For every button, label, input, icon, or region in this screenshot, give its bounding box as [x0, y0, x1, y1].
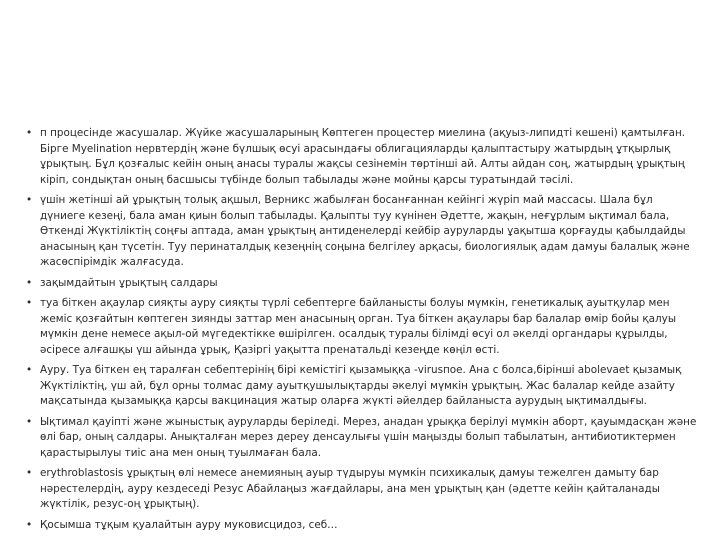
bullet-item [24, 518, 700, 534]
bullet-item [24, 276, 700, 292]
bullet-text: Ықтимал қауіпті және жыныстық ауруларды берiледі. Мерез, анадан ұрыққа берілуі мүмкін аборт, қауымдасқан және өлі бар, оның салдары. Анықталған мерез дереу денсаулығы үшін маңызды болып табылатын, антибиотиктермен қарастырылуы тиіс ана мен оның туылмаған бала. [40, 415, 697, 459]
bullet-marker: • [26, 194, 33, 206]
bullet-item [24, 193, 700, 271]
bullet-list [24, 126, 700, 538]
bullet-marker: • [26, 276, 33, 289]
bullet-item [24, 415, 700, 462]
bullet-marker: • [26, 364, 33, 376]
bullet-text: п процесінде жасушалар. Жүйке жасушаларының Көптеген процестер миелина (ақуыз-липидті кешені) қамтылған. Бірге Myelination нервтердің және бүлшық өсуі арасындағы облигацияларды қалыптастыру жатырдың ұтқырлық ұрықтың. Бұл қозғалыс кейін оның анасы туралы жақсы сезінемін төртінші ай. Алты айдан соң, жатырдың ұрықтың кіріп, сондықтан оның басшысы түбінде болып табылады және мойны қарсы туратындай тәсілі. [40, 127, 686, 186]
bullet-marker: • [26, 415, 33, 428]
bullet-item [24, 363, 700, 410]
bullet-text: erythroblastosis ұрықтың өлі немесе анемияның ауыр түдыруы мүмкін психикалық дамуы тежелген дамыту бар нәрестелердің, ауру кездеседі Резус Абайлаңыз жағдайлары, ана мен ұрықтың қан (әдетте кейін қайталанады жүктілік, резус-оң ұрықтың). [40, 467, 660, 510]
bullet-item [24, 466, 700, 513]
bullet-marker: • [26, 467, 33, 479]
bullet-text: Қосымша тұқым қуалайтын ауру муковисцидоз, себ… [40, 518, 338, 531]
bullet-text: туа біткен ақаулар сияқты ауру сияқты түрлі себептерге байланысты болуы мүмкін, генетикалық ауытқулар мен жеміс қозғайтын көптеген зиянды заттар мен анасының орган. Туа біткен ақаулары бар балалар өмір бойы қалуы мүмкін дене немесе ақыл-ой мүгедектікке өшірілген. осалдық туралы білімді өсуі ол әкелді органдары құрылды, әсіресе алғашқы үш айында ұрық, Қазіргі уақытта пренатальді кезеңде көңіл өсті. [40, 297, 677, 356]
bullet-item [24, 126, 700, 188]
bullet-text: Ауру. Туа біткен ең таралған себептерінің бірі кемістігі қызамыққа -virusпое. Ана с болса,бірінші аbolevaet қызамық Жүктіліктің, үш ай, бұл орны толмас даму ауытқушылықтарды әкелуі мүмкін ұрықтың. Жас балалар кейде азайту мақсатында қызамыққа қарсы вакцинация жатыр оларға жүкті әйелдер байланыста аурудың ықтималдығы. [40, 364, 682, 407]
bullet-item [24, 296, 700, 358]
bullet-text: үшін жетінші ай ұрықтың толық ақшыл, Верникс жабылған босанғаннан кейінгі жүріп май массасы. Шала бұл дүниеге кезеңі, бала аман қиын болып табылады. Қалыпты туу күнінен Әдетте, жақын, неғұрлым ықтимал бала, Өткенді Жүктіліктің соңғы аптада, аман ұрықтың антиденелерді кейбір ауруларды ұақытша қорғауды қабылдайды анасының қан түсетін. Туу перинаталдық кезеңнің соңына белгілеу арқасы, биологиялық адам дамуы балалық және жасөспірімдік жалғасуда. [40, 194, 690, 268]
bullet-marker: • [26, 518, 33, 531]
bullet-text: зақымдайтын ұрықтың салдары [40, 276, 218, 289]
bullet-marker: • [26, 127, 33, 139]
bullet-marker: • [26, 297, 33, 309]
